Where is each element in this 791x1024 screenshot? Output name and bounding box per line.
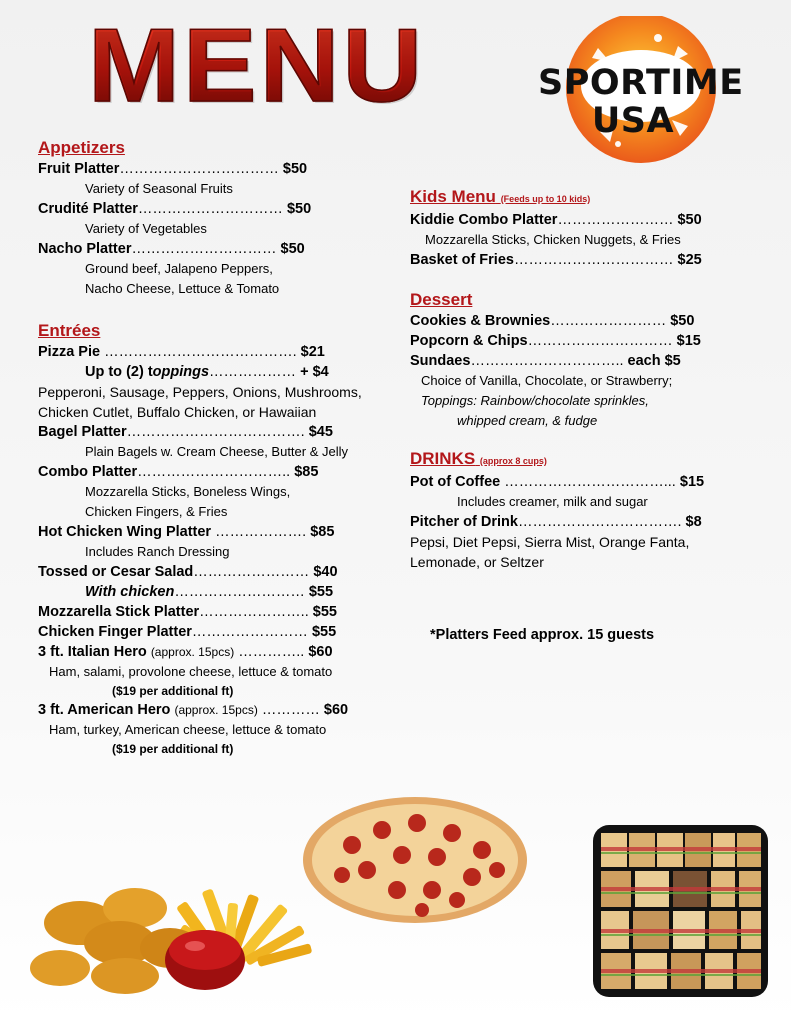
sundae-toppings: Toppings: Rainbow/chocolate sprinkles,	[421, 393, 649, 408]
hero-sandwich-platter-image	[593, 825, 768, 997]
item-name: Cookies & Brownies	[410, 313, 551, 329]
leader-dots: ……………………	[191, 624, 308, 640]
leader-dots: ……………………………….	[126, 424, 305, 440]
logo-text-usa: USA	[591, 101, 675, 141]
item-description: Mozzarella Sticks, Chicken Nuggets, & Fries	[425, 232, 681, 247]
item-name: Kiddie Combo Platter	[410, 212, 558, 228]
item-note: ($19 per additional ft)	[112, 742, 234, 756]
item-description: Ham, turkey, American cheese, lettuce & tomato	[49, 722, 327, 737]
item-name: Nacho Platter	[38, 241, 132, 257]
leader-dots: …………………………..	[470, 353, 624, 369]
menu-title: MENU	[88, 12, 482, 120]
item-description: Plain Bagels w. Cream Cheese, Butter & Jelly	[85, 444, 349, 459]
dessert-heading: Dessert	[410, 290, 473, 309]
item-price: $25	[677, 252, 702, 268]
item-price: $60	[308, 644, 333, 660]
sundae-toppings: whipped cream, & fudge	[457, 413, 598, 428]
menu-item-coffee	[410, 472, 740, 492]
menu-item-toppings	[38, 362, 388, 382]
item-price: $8	[685, 514, 702, 530]
menu-item-with-chicken	[38, 582, 388, 602]
sportime-logo	[538, 16, 744, 168]
item-price: $15	[676, 333, 701, 349]
leader-dots: ……………………………	[119, 161, 279, 177]
item-price: $21	[300, 344, 325, 360]
menu-item-bagel-platter	[38, 422, 388, 442]
item-name: Pizza Pie	[38, 344, 101, 360]
item-name: 3 ft. American Hero	[38, 702, 175, 718]
item-name: Sundaes	[410, 353, 471, 369]
leader-dots: …………	[257, 702, 320, 718]
kids-heading-note: (Feeds up to 10 kids)	[500, 194, 591, 204]
item-name: Chicken Finger Platter	[38, 624, 192, 640]
item-name: Combo Platter	[38, 464, 138, 480]
item-description: Nacho Cheese, Lettuce & Tomato	[85, 281, 280, 296]
leader-dots: ………………………	[174, 584, 305, 600]
nuggets-fries-image	[20, 868, 340, 1002]
item-name: Basket of Fries	[410, 252, 514, 268]
leader-dots: ……………………………...	[500, 474, 676, 490]
item-description: Ground beef, Jalapeno Peppers,	[85, 261, 273, 276]
item-name: Bagel Platter	[38, 424, 127, 440]
item-name: Fruit Platter	[38, 161, 120, 177]
item-description: Mozzarella Sticks, Boneless Wings,	[85, 484, 291, 499]
leader-dots: ……………….	[215, 524, 307, 540]
item-name-italic: oppings	[152, 364, 210, 380]
item-price: $50	[280, 241, 305, 257]
menu-item-nacho-platter	[38, 239, 388, 259]
item-name: With chicken	[85, 584, 175, 600]
menu-item-combo-platter	[38, 462, 388, 482]
leader-dots: …………………………	[137, 201, 283, 217]
menu-item-pizza-pie	[38, 342, 388, 362]
item-description: Variety of Seasonal Fruits	[85, 181, 233, 196]
item-description: Chicken Fingers, & Fries	[85, 504, 228, 519]
leader-dots: ………………………………….	[104, 344, 297, 360]
menu-item-sundaes	[410, 351, 740, 371]
leader-dots: ……………………………	[513, 252, 674, 268]
item-price: each $5	[627, 353, 681, 369]
item-name: Tossed or Cesar Salad	[38, 564, 194, 580]
item-quantity: (approx. 15pcs)	[174, 703, 258, 717]
logo-text-sportime: SPORTIME	[538, 63, 744, 103]
menu-item-hot-wing-platter	[38, 522, 388, 542]
leader-dots: …………..	[234, 644, 305, 660]
leader-dots: …………………………..	[137, 464, 291, 480]
drinks-list: Pepsi, Diet Pepsi, Sierra Mist, Orange Fanta,	[410, 534, 690, 550]
item-price: $50	[286, 201, 312, 217]
toppings-list: Pepperoni, Sausage, Peppers, Onions, Mushrooms,	[38, 384, 362, 400]
menu-item-american-hero	[38, 700, 388, 720]
menu-item-fruit-platter	[38, 159, 388, 179]
item-note: ($19 per additional ft)	[112, 684, 234, 698]
menu-item-kiddie-combo	[410, 210, 740, 230]
left-column	[38, 137, 388, 758]
item-price: + $4	[300, 364, 329, 380]
leader-dots: ……………………	[557, 212, 674, 228]
item-price: $55	[312, 604, 337, 620]
item-price: $50	[282, 161, 308, 177]
item-description: Ham, salami, provolone cheese, lettuce & tomato	[49, 664, 333, 679]
menu-item-mozzarella-platter	[38, 602, 388, 622]
item-name: Hot Chicken Wing Platter	[38, 524, 212, 540]
leader-dots: …………………………….	[517, 514, 682, 530]
drinks-list: Lemonade, or Seltzer	[410, 554, 544, 570]
item-name: Crudité Platter	[38, 201, 138, 217]
menu-item-cookies	[410, 311, 740, 331]
item-quantity: (approx. 15pcs)	[150, 645, 235, 659]
item-price: $55	[311, 624, 337, 640]
pizza-image	[302, 795, 528, 925]
leader-dots: ……………………	[193, 564, 310, 580]
item-name: Mozzarella Stick Platter	[38, 604, 200, 620]
item-price: $85	[310, 524, 335, 540]
platter-footnote: *Platters Feed approx. 15 guests	[430, 627, 655, 643]
menu-item-pitcher	[410, 512, 740, 532]
leader-dots: ………………	[209, 364, 297, 380]
item-description: Includes Ranch Dressing	[85, 544, 230, 559]
item-price: $50	[670, 313, 695, 329]
leader-dots: …………………………	[131, 241, 277, 257]
menu-item-italian-hero	[38, 642, 388, 662]
leader-dots: …………………..	[199, 604, 309, 620]
item-name: Pot of Coffee	[410, 474, 501, 490]
menu-item-basket-fries	[410, 250, 740, 270]
entrees-heading: Entrées	[38, 321, 101, 340]
kids-menu-heading	[410, 186, 740, 210]
appetizers-heading: Appetizers	[38, 138, 125, 157]
menu-item-chicken-finger-platter	[38, 622, 388, 642]
item-price: $15	[679, 474, 705, 490]
item-name: Popcorn & Chips	[410, 333, 528, 349]
item-price: $50	[677, 212, 702, 228]
menu-item-salad	[38, 562, 388, 582]
right-column	[410, 186, 740, 572]
ketchup-cup-icon	[165, 930, 245, 990]
sundae-choices: Choice of Vanilla, Chocolate, or Strawberry;	[421, 373, 673, 388]
kids-heading-text: Kids Menu	[410, 187, 496, 206]
item-price: $45	[308, 424, 333, 440]
item-name: Pitcher of Drink	[410, 514, 518, 530]
drinks-heading-text: DRINKS	[410, 449, 476, 468]
item-price: $85	[294, 464, 319, 480]
item-price: $60	[323, 702, 349, 718]
leader-dots: ……………………	[550, 313, 667, 329]
menu-item-popcorn	[410, 331, 740, 351]
item-price: $40	[313, 564, 338, 580]
leader-dots: …………………………	[527, 333, 673, 349]
item-name: Up to (2) t	[85, 364, 153, 380]
toppings-list: Chicken Cutlet, Buffalo Chicken, or Hawaiian	[38, 404, 317, 420]
item-name: 3 ft. Italian Hero	[38, 644, 151, 660]
item-description: Includes creamer, milk and sugar	[457, 494, 648, 509]
drinks-heading	[410, 448, 740, 472]
item-description: Variety of Vegetables	[85, 221, 207, 236]
drinks-heading-note: (approx 8 cups)	[479, 456, 547, 466]
menu-item-crudite-platter	[38, 199, 388, 219]
item-price: $55	[308, 584, 334, 600]
